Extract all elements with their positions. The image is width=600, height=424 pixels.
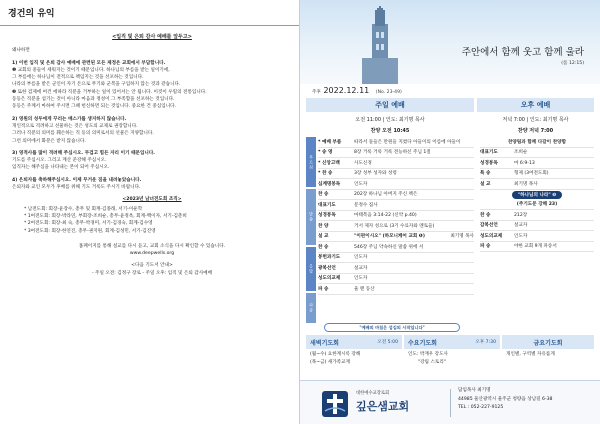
pm-sermon-subtitle: (주기도문 강해 23) xyxy=(516,202,558,208)
wed-prayer-line: 인도: 박재우 강도사 xyxy=(408,352,448,357)
homepage-url[interactable]: www.deepwells.org xyxy=(129,251,175,257)
left-paragraph: ❶ 교회의 중들이 세워지는 것이기 때문입니다. 하나님의 부름을 받는 일이기에, xyxy=(12,67,170,73)
am-praise-line: 찬양 오전 10:45 xyxy=(370,128,410,134)
pm-row-key: 설 교 xyxy=(480,181,491,187)
header-title: 주안에서 함께 웃고 함께 울라 xyxy=(461,47,584,58)
left-paragraph: 그러나 직분의 의미를 훼손하는 직 등의 의미로서의 선물은 지양합니다. xyxy=(12,131,154,137)
side-label-calling: 부르심 xyxy=(306,137,316,187)
pm-time-line: 저녁 7:00 | 인도: 최기명 목사 xyxy=(502,117,569,123)
hero-banner xyxy=(300,0,600,84)
am-row-value: 따라서 돌들은 만원들 지켰다 아들이의 이름에 아들이 xyxy=(354,139,461,145)
left-paragraph: 개인적으로 격려하고 선물하는 것은 성도의 교제로 권장합니다. xyxy=(12,123,138,129)
footer-divider xyxy=(450,389,451,417)
am-row-value: 인도자 xyxy=(354,276,368,282)
am-row xyxy=(318,232,474,243)
am-row-key: 파 송 xyxy=(318,286,329,292)
left-footer xyxy=(12,243,292,277)
pm-sermon-title-box xyxy=(480,190,594,200)
pm-row xyxy=(480,158,594,169)
side-label-response: 응답 xyxy=(306,247,316,291)
pastor-name: 담임목사 최기명 xyxy=(458,388,491,393)
pm-row xyxy=(480,242,594,253)
date-line xyxy=(312,86,402,95)
org-item: * 남전도회: 회장-윤장수, 총무 및 회계-김종래, 서기-이운학 xyxy=(24,206,143,212)
dawn-prayer-line: (목~금) 새가족교재 xyxy=(310,360,350,365)
church-logo-icon xyxy=(320,389,350,419)
am-row xyxy=(318,263,474,274)
pm-row xyxy=(480,169,594,180)
pm-row xyxy=(480,210,594,221)
pm-order-list xyxy=(480,137,594,252)
pm-row xyxy=(480,179,594,190)
am-row xyxy=(318,253,474,264)
am-row-value: 거서 제자 성으로 (3기 수료자와 멘토들) xyxy=(354,223,435,229)
am-row-key: 대표기도 xyxy=(318,202,336,208)
am-row-key: 설 교 xyxy=(318,234,329,240)
pm-row xyxy=(480,221,594,232)
am-service-heading: 주일 예배 xyxy=(306,98,474,112)
pm-row-value: 형제 (3여전도회) xyxy=(514,171,549,177)
am-row-key: 찬 송 xyxy=(318,244,329,250)
am-row-value: 설교자 xyxy=(354,265,368,271)
side-label-word: 말씀 xyxy=(306,189,316,245)
org-item: * 2여전도회: 회장-최 숙, 총무-박경미, 서기-김경숙, 회계-김수영 xyxy=(24,221,153,227)
am-row-key: 성도의교제 xyxy=(318,276,341,282)
dawn-prayer-title: 새벽기도회 xyxy=(310,339,339,347)
pm-row-key: 성경봉독 xyxy=(480,160,498,166)
left-paragraph: 은퇴자와 교인 모두가 후배를 위해 기도 거룩도 주시기 바랍니다. xyxy=(12,185,141,191)
am-row xyxy=(318,284,474,295)
denomination: 대한예수교장로회 xyxy=(356,391,390,396)
left-greeting: 왜냐하면 xyxy=(12,48,30,54)
org-list xyxy=(12,206,292,235)
pm-row-label: 찬양팀과 함께 다같이 찬양함 xyxy=(507,139,567,145)
pm-row xyxy=(480,137,594,148)
left-heading: 경건의 유익 xyxy=(8,9,55,19)
wed-prayer-info xyxy=(408,351,500,367)
left-paragraph: 나라의 부름을 받은 군인이 자기 돈으로 무기와 군복을 구입하지 않는 것과 같습니다. xyxy=(12,82,181,88)
wed-prayer-title: 수요기도회 xyxy=(408,339,437,347)
fri-prayer-band xyxy=(502,335,594,349)
dawn-prayer-line: (월~수) 요한계시록 강해 xyxy=(310,352,361,357)
pm-row-value: 인도자 xyxy=(514,233,528,239)
am-row-key: * 찬 송 xyxy=(318,171,333,177)
am-row xyxy=(318,242,474,253)
church-info xyxy=(458,387,552,413)
am-row xyxy=(318,169,474,180)
left-paragraph: 동등은 주께서 마하여 주시면 그때 헌신하면 되는 것입니다. 중요한 건 중심입니다. xyxy=(12,104,176,110)
am-row xyxy=(318,211,474,222)
am-row-key: 성경봉독 xyxy=(318,213,336,219)
church-address: 44985 울산광역시 울주군 청량읍 상남길 6-38 xyxy=(458,396,553,402)
pm-row-value: 212장 xyxy=(514,212,528,218)
pm-row-key: 대표기도 xyxy=(480,150,498,156)
pm-row-value: 최기명 목사 xyxy=(514,181,538,187)
am-row xyxy=(318,221,474,232)
am-row-value: 마태복음 3:14-22 (신약 p.40) xyxy=(354,213,417,219)
church-tel: TEL : 052-227-9125 xyxy=(458,405,504,410)
next-prayer-line: - 주일 오전: 김정구 장로 - 주일 오후: 임직 및 은퇴 감사예배 xyxy=(91,270,213,276)
am-row-value: 울 맨 동산 xyxy=(354,286,375,292)
left-paragraph: 4) 은퇴자를 축하해주십시오. 이제 무거운 짐을 내려놓았습니다. xyxy=(12,177,142,183)
pm-row xyxy=(480,231,594,242)
church-footer xyxy=(300,380,600,424)
am-row-key: * 예배 부름 xyxy=(318,139,342,145)
am-row xyxy=(318,179,474,190)
right-panel xyxy=(300,0,600,424)
org-item: * 3여전도회: 회장-한연진, 총무-권지원, 회계-김성민, 서기-김진영 xyxy=(24,228,156,234)
fri-prayer-info xyxy=(506,351,594,359)
org-item: * 1여전도회: 회장-박라연, 부회장-조희순, 총무-윤정옥, 회계-백이자, 서기-김춘희 xyxy=(24,213,187,219)
side-label-sending: 파송 xyxy=(306,293,316,323)
pm-row xyxy=(480,148,594,159)
am-row-key: * 송 영 xyxy=(318,150,333,156)
pm-sermon-title: "하나님의 나라" ❺ xyxy=(512,191,563,199)
header-verse: (롬 12:15) xyxy=(561,61,584,66)
am-row xyxy=(318,148,474,159)
am-row-value: 8장 거룩 거룩 거룩 전능하신 주님 1절 xyxy=(354,150,431,156)
am-side-labels xyxy=(306,137,316,323)
am-row-value: 546장 주님 약속하신 말씀 위에 서 xyxy=(354,244,424,250)
am-row-value: 3장 성부 성자와 성령 xyxy=(354,171,397,177)
pm-row-value: 야한 교회 9개 파송서 xyxy=(514,244,557,250)
left-paragraph: ❷ 또한 검제에 여건 에따라 직분을 거부하는 일이 있어서는 안 됩니다. 이것이 우릴의 전통입니다. xyxy=(12,89,207,95)
am-row-key: 찬 양 xyxy=(318,223,329,229)
left-header xyxy=(0,0,300,26)
left-paragraph: 3) 영적사를 많이 격려해 주십시오. 무겁고 힘든 자리 이기 때문입니다. xyxy=(12,150,155,156)
date-value: 2022.12.11 xyxy=(323,86,370,95)
am-row-value: 인도자 xyxy=(354,181,368,187)
am-row xyxy=(318,158,474,169)
wed-prayer-time: 오후 7:30 xyxy=(475,340,496,345)
dawn-prayer-band xyxy=(306,335,402,349)
left-paragraph: 그런 의미에서 화분은 받지 않습니다. xyxy=(12,138,86,144)
am-row xyxy=(318,137,474,148)
am-row-value: 인도자 xyxy=(354,255,368,261)
date-prefix: 주후 xyxy=(312,90,321,95)
pm-praise-line: 찬양 저녁 7:00 xyxy=(517,128,554,134)
left-paragraph: 임직자는 해주심을 나타내는 본이 되어 주십시오. xyxy=(12,165,110,171)
left-paragraph: 동등은 직분을 섬기는 것이 아니라 마음과 정성이 그 부족함을 선포하는 것입니다. xyxy=(12,97,175,103)
am-row-key: 광복선언 xyxy=(318,265,336,271)
date-issue: (No. 23-49) xyxy=(375,90,402,95)
pm-row-key: 성도의교제 xyxy=(480,233,503,239)
next-prayer-title: <다음 기도서 안내> xyxy=(131,263,173,269)
am-row-value: 202장 하나님 아버지 주신 책은 xyxy=(354,192,418,198)
am-closing-note: "예배의 마침은 섬김의 시작입니다" xyxy=(324,323,460,332)
am-row xyxy=(318,200,474,211)
pm-row-key: 파 송 xyxy=(480,244,491,250)
fri-prayer-title: 금요기도회 xyxy=(533,339,563,347)
homepage-note: 홈페이지를 통해 설교를 다시 듣고, 교회 소식을 다시 확인할 수 있습니다. xyxy=(78,243,226,249)
am-row xyxy=(318,190,474,201)
pm-row-value: 마 6:9-13 xyxy=(514,160,535,166)
pm-row-key: 찬 송 xyxy=(480,212,491,218)
left-body xyxy=(12,34,292,277)
pm-row-key: 특 송 xyxy=(480,171,491,177)
am-row-value: 문정수 집사 xyxy=(354,202,378,208)
left-subtitle: <입직 및 은퇴 감사 예배를 앞두고> xyxy=(112,34,192,40)
am-row-extra: 최기명 목사 xyxy=(450,234,474,240)
wed-prayer-line: "강림 스토리" xyxy=(418,360,446,365)
am-row-value: "이판이시오" (하모니케어 교회 ❶) xyxy=(354,234,425,240)
fri-prayer-line: 개인별, 구역별 자유롭게 xyxy=(506,352,555,357)
am-row-key: 찬 송 xyxy=(318,192,329,198)
pm-row-value: 조희순 xyxy=(514,150,528,156)
am-time-line: 오전 11:00 | 인도: 최기명 목사 xyxy=(355,117,425,123)
pm-row-value: 설교자 xyxy=(514,223,528,229)
church-tower-image xyxy=(362,6,398,84)
left-paragraph: 기도를 주십시오. 그리고 계산 준강해 주십시오. xyxy=(12,158,107,164)
church-name: 깊은샘교회 xyxy=(356,400,410,413)
left-paragraph: 그 부름에는 하나님이 전적으로 책임지는 것을 선포하는 것입니다. xyxy=(12,75,144,81)
dawn-prayer-time: 오전 5:00 xyxy=(377,340,398,345)
org-title: <2023년 남녀전도회 조직> xyxy=(122,197,182,203)
pm-row-key: 감복선언 xyxy=(480,223,498,229)
pm-row xyxy=(480,200,594,211)
am-order-list xyxy=(318,137,474,295)
am-row xyxy=(318,274,474,285)
left-paragraph: 2) 영원의 성두에게 꾸러는 매스가를 생지하지 않습니다. xyxy=(12,116,127,122)
wed-prayer-band xyxy=(404,335,500,349)
am-row-key: 봉헌과기도 xyxy=(318,255,341,261)
am-row-key: 십계명봉독 xyxy=(318,181,341,187)
am-row-value: 사도신경 xyxy=(354,160,372,166)
pm-service-heading: 오후 예배 xyxy=(477,98,594,112)
dawn-prayer-info xyxy=(310,351,400,367)
left-paragraph: 1) 이번 입직 및 은퇴 감사 예배에 관련된 모든 제정은 교회에서 부담합니다. xyxy=(12,60,166,66)
am-row-key: * 신앙고백 xyxy=(318,160,340,166)
